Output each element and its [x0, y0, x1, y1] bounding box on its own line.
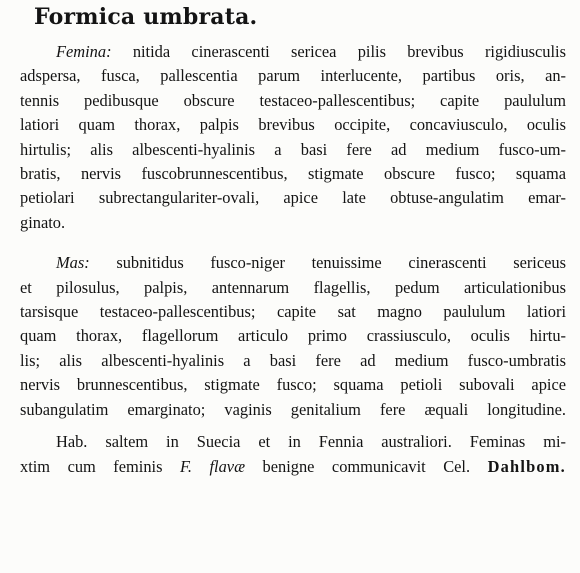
- habitat-text-1: Hab. saltem in Suecia et in Fennia australiori. Feminas mi-: [56, 432, 566, 452]
- author-name: Dahlbom.: [487, 456, 566, 476]
- mas-text-1: subnitidus fusco-niger tenuissime cinerascenti sericeus: [116, 253, 566, 273]
- femina-line-4: latiori quam thorax, palpis brevibus occipite, concaviusculo, oculis: [20, 115, 566, 135]
- femina-line-6: bratis, nervis fuscobrunnescentibus, stigmate obscure fusco; squama: [20, 164, 566, 184]
- mas-line-3: tarsisque testaceo-pallescentibus; capite sat magno paululum latiori: [20, 302, 566, 322]
- habitat-text-2b: benigne communicavit Cel.: [262, 456, 471, 476]
- femina-line-1: [20, 40, 566, 64]
- mas-lead: Mas:: [56, 253, 90, 273]
- mas-line-6: nervis brunnescentibus, stigmate fusco; squama petioli subovali apice: [20, 375, 566, 395]
- femina-line-5: hirtulis; alis albescenti-hyalinis a basi fere ad medium fusco-um-: [20, 139, 566, 159]
- habitat-paragraph: [20, 430, 566, 479]
- habitat-line-2: [20, 455, 566, 479]
- habitat-text-2a: xtim cum feminis: [20, 456, 163, 476]
- femina-paragraph: [20, 40, 566, 235]
- mas-line-5: lis; alis albescenti-hyalinis a basi fere ad medium fusco-umbratis: [20, 350, 566, 370]
- mas-line-4: quam thorax, flagellorum articulo primo crassiusculo, oculis hirtu-: [20, 326, 566, 346]
- mas-line-1: [20, 251, 566, 275]
- mas-line-2: et pilosulus, palpis, antennarum flagellis, pedum articulationibus: [20, 277, 566, 297]
- femina-text-1: nitida cinerascenti sericea pilis brevibus rigidiusculis: [132, 42, 566, 61]
- species-title: Formica umbrata.: [34, 4, 258, 30]
- femina-line-7: petiolari subrectangulariter-ovali, apice late obtuse-angulatim emar-: [20, 188, 566, 208]
- femina-line-8: ginato.: [20, 212, 66, 232]
- femina-lead: Femina:: [56, 42, 112, 61]
- habitat-line-1: [20, 430, 566, 454]
- femina-line-3: tennis pedibusque obscure testaceo-pallescentibus; capite paululum: [20, 90, 566, 110]
- species-reference: F. flavæ: [179, 456, 246, 476]
- mas-paragraph: [20, 251, 566, 422]
- mas-line-7: subangulatim emarginato; vaginis genitalium fere æquali longitudine.: [20, 399, 566, 419]
- femina-line-2: adspersa, fusca, pallescentia parum interlucente, partibus oris, an-: [20, 66, 566, 86]
